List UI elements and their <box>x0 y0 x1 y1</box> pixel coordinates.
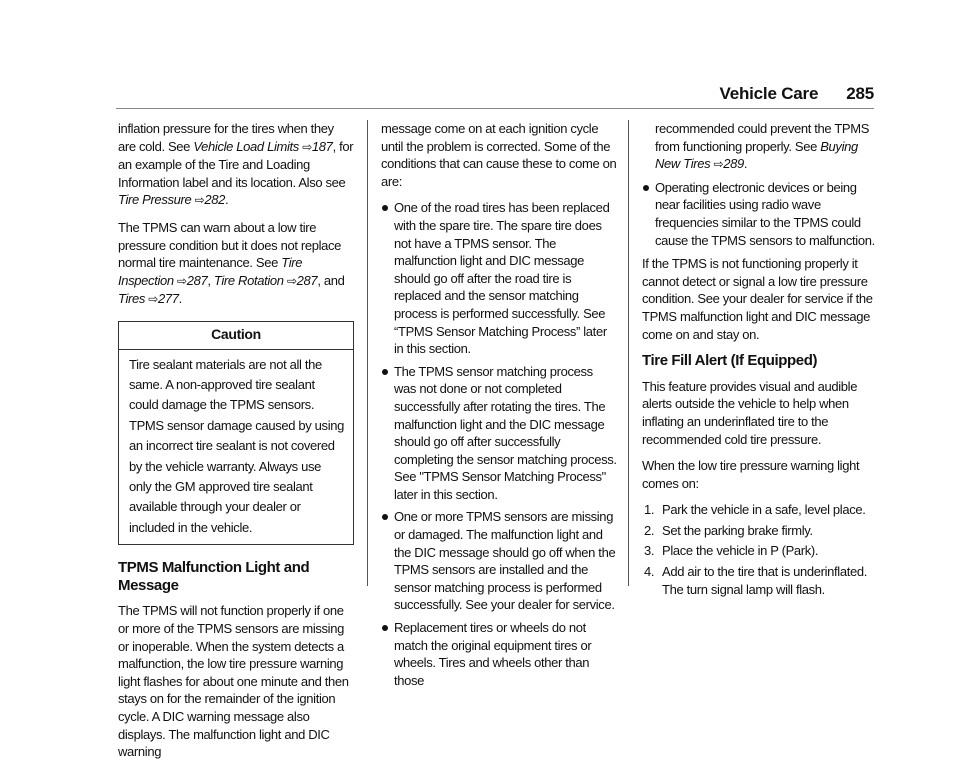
step-item: 2. Set the parking brake firmly. <box>644 522 813 538</box>
list-item: Operating electronic devices or being near facilities using radio wave frequencies similar to the TPMS could cause the TPMS sensors to malfunction. <box>642 179 878 249</box>
arrow-icon: ⇨ <box>286 273 297 288</box>
bullet-list <box>381 199 617 689</box>
list-item: The TPMS sensor matching process was not done or not completed successfully after rotating the tires. The malfunction light and the DIC message should go off after successfully completing the sensor matching process. See "TPMS Sensor Matching Process" later in this section. <box>381 363 617 504</box>
column-3 <box>642 120 878 601</box>
arrow-icon: ⇨ <box>713 157 724 172</box>
arrow-icon: ⇨ <box>302 139 312 154</box>
xref-link[interactable]: Vehicle Load Limits <box>193 138 299 154</box>
page-number: 285 <box>846 84 874 103</box>
xref-link[interactable]: Tire Inspection <box>118 255 303 288</box>
section-heading: TPMS Malfunction Light and Message <box>118 559 310 594</box>
xref-link[interactable]: Tires <box>118 291 146 307</box>
column-2 <box>381 120 617 695</box>
page-ref[interactable]: 287 <box>186 272 208 288</box>
page-ref[interactable]: 282 <box>204 192 225 208</box>
page-ref[interactable]: 287 <box>296 272 318 288</box>
list-item: Replacement tires or wheels do not match the original equipment tires or wheels. Tires and wheels other than those <box>381 619 617 689</box>
column-1 <box>118 120 354 770</box>
paragraph: The TPMS can warn about a low tire pressure condition but it does not replace normal tire maintenance. See Tire Inspection ⇨287, Tire Rotation ⇨287, and Tires ⇨277. <box>118 219 345 307</box>
paragraph: When the low tire pressure warning light comes on: <box>642 458 860 491</box>
page-ref[interactable]: 277 <box>158 291 179 307</box>
bullet-list <box>642 120 878 249</box>
list-item: One or more TPMS sensors are missing or damaged. The malfunction light and the DIC message should go off when the TPMS sensors are installed and the sensor matching process is performed successfully. See your dealer for service. <box>381 508 617 614</box>
caution-body: Tire sealant materials are not all the same. A non-approved tire sealant could damage the TPMS sensors. TPMS sensor damage caused by using an incorrect tire sealant is not covered by the vehicle warranty. Always use only the GM approved tire sealant available through your dealer or included in the vehicle. <box>129 356 344 535</box>
arrow-icon: ⇨ <box>148 292 159 307</box>
paragraph: message come on at each ignition cycle until the problem is corrected. Some of the conditions that can cause these to come on are: <box>381 121 617 189</box>
list-item-continued: recommended could prevent the TPMS from functioning properly. See Buying New Tires ⇨289. <box>655 121 870 172</box>
xref-link[interactable]: Buying New Tires <box>655 138 858 172</box>
step-item: 4. Add air to the tire that is underinflated. The turn signal lamp will flash. <box>644 564 867 597</box>
xref-link[interactable]: Tire Pressure <box>118 192 192 208</box>
column-divider <box>628 120 629 586</box>
page-ref[interactable]: 289 <box>723 156 744 172</box>
paragraph: inflation pressure for the tires when they are cold. See Vehicle Load Limits ⇨187, for an example of the Tire and Loading Information label and its location. Also see Tire Pressure ⇨282. <box>118 121 354 208</box>
page-header <box>720 84 875 104</box>
section-heading: Tire Fill Alert (If Equipped) <box>642 352 818 370</box>
header-rule <box>116 108 874 109</box>
section-title: Vehicle Care <box>719 84 819 103</box>
page-ref[interactable]: 187 <box>311 138 333 154</box>
numbered-list <box>642 501 878 598</box>
caution-title: Caution <box>119 322 353 350</box>
arrow-icon: ⇨ <box>177 273 187 288</box>
step-item: 3. Place the vehicle in P (Park). <box>644 543 819 559</box>
column-divider <box>367 120 368 586</box>
caution-box <box>118 321 354 545</box>
paragraph: This feature provides visual and audible alerts outside the vehicle to help when inflating an underinflated tire to the recommended cold tire pressure. <box>642 378 858 447</box>
list-item: One of the road tires has been replaced with the spare tire. The spare tire does not have a TPMS sensor. The malfunction light and DIC message should go off after the road tire is replaced and the sensor matching process is performed successfully. See “TPMS Sensor Matching Process” later in this section. <box>381 199 617 357</box>
paragraph: The TPMS will not function properly if one or more of the TPMS sensors are missing or inoperable. When the system detects a malfunction, the low tire pressure warning light flashes for about one minute and then stays on for the remainder of the ignition cycle. A DIC warning message also displays. The malfunction light and DIC warning <box>118 603 349 760</box>
step-item: 1. Park the vehicle in a safe, level place. <box>644 502 866 518</box>
paragraph: If the TPMS is not functioning properly it cannot detect or signal a low tire pressure condition. See your dealer for service if the TPMS malfunction light and DIC message come on and stay on. <box>642 256 873 342</box>
arrow-icon: ⇨ <box>194 193 205 208</box>
xref-link[interactable]: Tire Rotation <box>213 272 284 288</box>
